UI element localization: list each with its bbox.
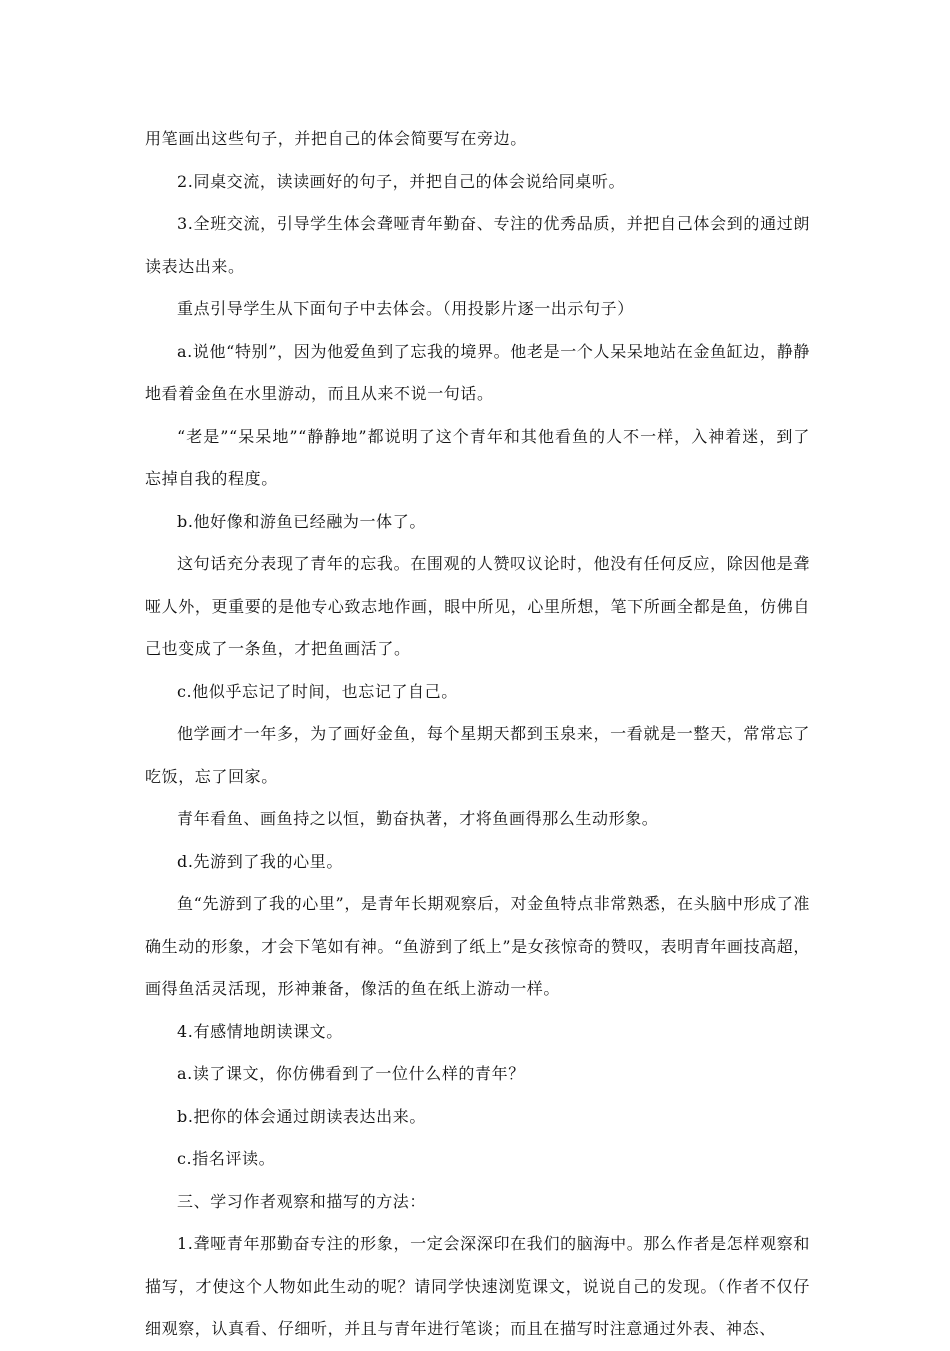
paragraph: 1.聋哑青年那勤奋专注的形象，一定会深深印在我们的脑海中。那么作者是怎样观察和描写，才使这个人物如此生动的呢？请同学快速浏览课文，说说自己的发现。（作者不仅仔细观察，认真看、仔细听，并且与青年进行笔谈；而且在描写时注意通过外表、神态、 — [145, 1234, 810, 1338]
paragraph: a.读了课文，你仿佛看到了一位什么样的青年？ — [177, 1064, 525, 1083]
paragraph: b.他好像和游鱼已经融为一体了。 — [177, 511, 426, 531]
paragraph: 青年看鱼、画鱼持之以恒，勤奋执著，才将鱼画得那么生动形象。 — [177, 809, 659, 828]
paragraph: 3.全班交流，引导学生体会聋哑青年勤奋、专注的优秀品质，并把自己体会到的通过朗读表达出来。 — [145, 214, 810, 276]
paragraph: 4.有感情地朗读课文。 — [177, 1021, 343, 1041]
document-body — [145, 118, 810, 1351]
paragraph: c.指名评读。 — [177, 1149, 276, 1168]
paragraph: 2.同桌交流，读读画好的句子，并把自己的体会说给同桌听。 — [177, 171, 626, 191]
paragraph: 这句话充分表现了青年的忘我。在围观的人赞叹议论时，他没有任何反应，除因他是聋哑人外，更重要的是他专心致志地作画，眼中所见，心里所想，笔下所画全都是鱼，仿佛自己也变成了一条鱼，才把鱼画活了。 — [145, 554, 810, 658]
paragraph: a.说他“特别”，因为他爱鱼到了忘我的境界。他老是一个人呆呆地站在金鱼缸边，静静地看着金鱼在水里游动，而且从来不说一句话。 — [145, 341, 810, 403]
paragraph: d.先游到了我的心里。 — [177, 851, 343, 871]
paragraph: 用笔画出这些句子，并把自己的体会简要写在旁边。 — [145, 129, 527, 148]
paragraph: c.他似乎忘记了时间，也忘记了自己。 — [177, 681, 458, 701]
paragraph: 鱼“先游到了我的心里”，是青年长期观察后，对金鱼特点非常熟悉，在头脑中形成了准确生动的形象，才会下笔如有神。“鱼游到了纸上”是女孩惊奇的赞叹，表明青年画技高超，画得鱼活灵活现，形神兼备，像活的鱼在纸上游动一样。 — [145, 894, 810, 998]
paragraph: 三、学习作者观察和描写的方法： — [177, 1191, 427, 1211]
paragraph: “老是”“呆呆地”“静静地”都说明了这个青年和其他看鱼的人不一样，入神着迷，到了忘掉自我的程度。 — [145, 426, 810, 488]
paragraph: 重点引导学生从下面句子中去体会。（用投影片逐一出示句子） — [177, 299, 634, 318]
paragraph: b.把你的体会通过朗读表达出来。 — [177, 1106, 426, 1126]
paragraph: 他学画才一年多，为了画好金鱼，每个星期天都到玉泉来，一看就是一整天，常常忘了吃饭，忘了回家。 — [145, 724, 810, 786]
